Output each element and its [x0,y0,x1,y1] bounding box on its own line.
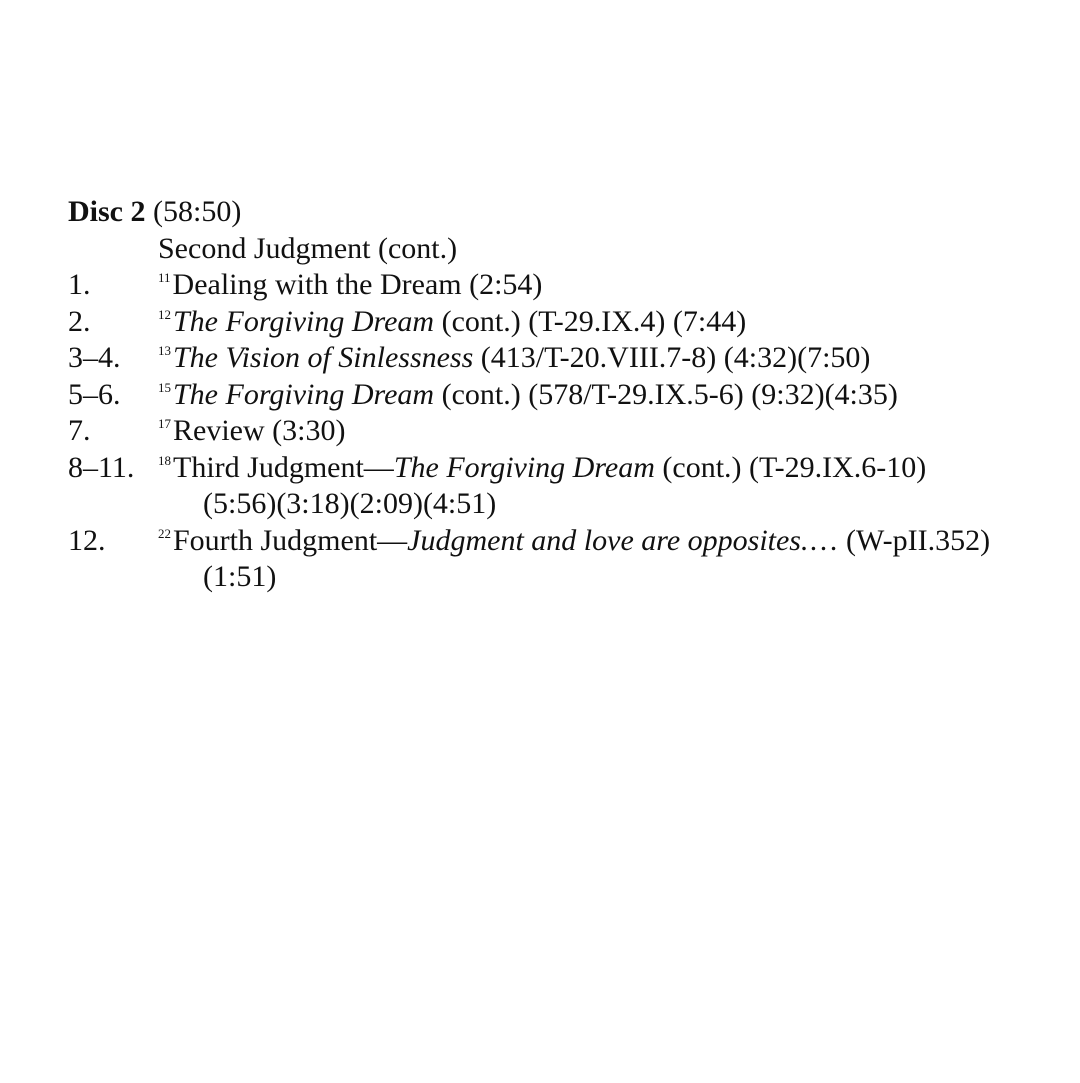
track-listing [68,194,1068,596]
track-number: 5–6. [68,377,121,411]
track-reference: 15 [158,379,171,395]
track-number: 12. [68,523,106,557]
track-title: Third Judgment— [173,450,394,484]
track-italic-title: The Forgiving Dream [393,450,655,484]
track-entry [68,377,1068,414]
disc-label: Disc 2 [68,195,146,228]
track-text [158,267,542,309]
track-italic-title: Judgment and love are opposites. [407,523,809,557]
track-number: 7. [68,414,91,447]
track-text [158,523,990,565]
track-durations: (5:56)(3:18)(2:09)(4:51) [203,487,497,520]
track-entry [68,413,1068,450]
track-durations: (1:51) [203,560,277,593]
track-reference: 22 [158,525,171,541]
track-details: (413/T-20.VIII.7-8) (4:32)(7:50) [473,341,871,374]
track-details: (cont.) (T-29.IX.4) (7:44) [434,304,747,338]
track-title: Review (3:30) [173,414,346,447]
track-text [158,304,746,346]
track-italic-title: The Forgiving Dream [173,377,435,411]
track-reference: 13 [158,343,171,358]
track-entry [68,523,1068,560]
track-entry [68,340,1068,377]
track-italic-title: The Forgiving Dream [173,304,435,338]
track-number: 8–11. [68,450,135,484]
track-number: 2. [68,304,91,338]
track-details: (cont.) (578/T-29.IX.5-6) (9:32)(4:35) [434,377,898,411]
track-entry-continuation [68,486,1068,523]
track-entry-continuation [68,559,1068,596]
track-reference: 11 [158,270,171,285]
track-reference: 12 [158,306,171,322]
track-title: Fourth Judgment— [173,523,408,557]
section-heading [68,231,1068,268]
track-title: Dealing with the Dream (2:54) [172,268,543,301]
track-details: … (W-pII.352) [808,523,991,557]
track-entry [68,304,1068,341]
track-entry [68,267,1068,304]
track-reference: 17 [158,416,171,431]
track-text [158,413,345,455]
section-title: Second Judgment (cont.) [158,231,458,265]
disc-heading [68,194,1068,231]
track-entry [68,450,1068,487]
track-text [158,450,926,492]
track-number: 1. [68,268,91,301]
track-italic-title: The Vision of Sinlessness [173,341,474,374]
track-text [158,340,870,382]
disc-duration: (58:50) [153,195,242,228]
track-reference: 18 [158,452,171,468]
track-details: (cont.) (T-29.IX.6-10) [654,450,927,484]
track-number: 3–4. [68,341,121,374]
track-text [158,377,898,419]
